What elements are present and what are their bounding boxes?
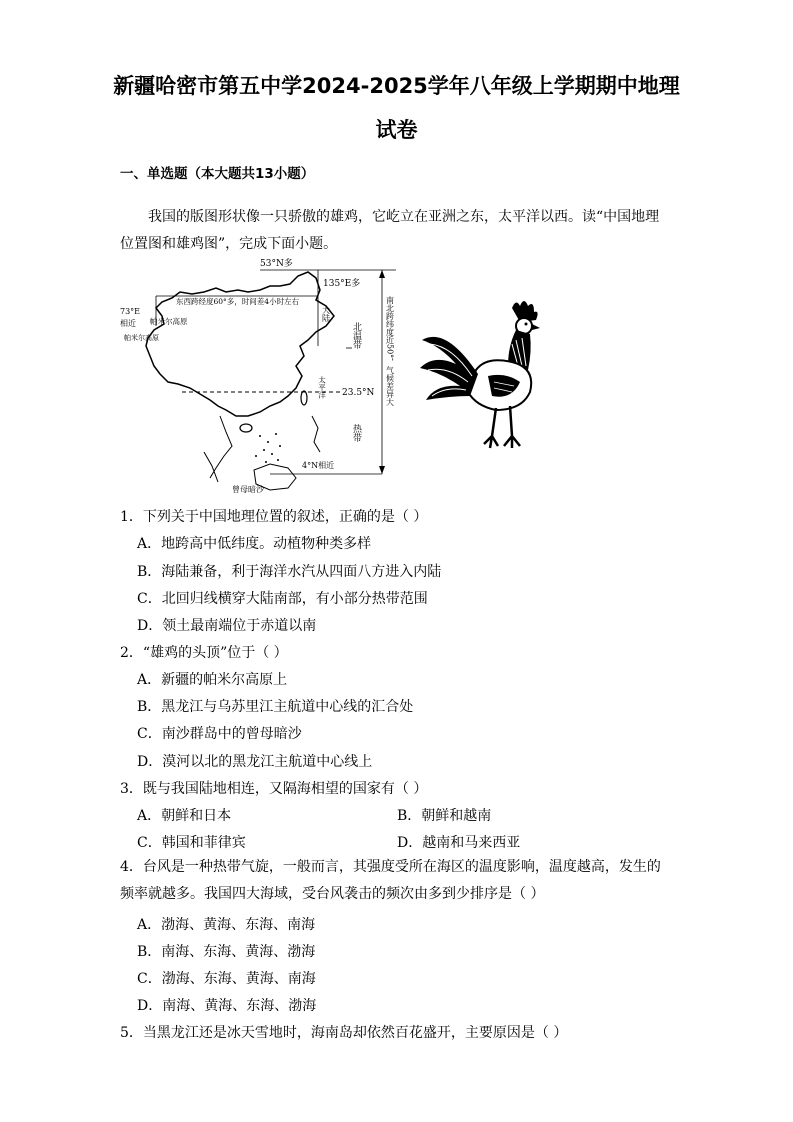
map-label-zone-tropic: 热带 xyxy=(351,424,361,442)
china-map-svg xyxy=(120,256,680,496)
map-label-ocean: 太平洋 xyxy=(317,376,327,399)
svg-text:帕米尔高原: 帕米尔高原 xyxy=(124,334,159,342)
section-heading: 一、单选题（本大题共13小题） xyxy=(120,166,315,182)
map-label-lat-north: 53°N多 xyxy=(260,259,293,269)
question-1-option-d: D．领土最南端位于赤道以南 xyxy=(137,618,317,634)
china-location-figure xyxy=(120,256,680,496)
question-4-option-b: B．南海、东海、黄海、渤海 xyxy=(137,944,316,960)
hainan-island xyxy=(240,424,252,432)
map-label-continent: 大陆 xyxy=(321,306,331,322)
malay-coast xyxy=(204,452,218,482)
map-label-lon-east: 135°E多 xyxy=(323,279,361,289)
question-1-option-a: A．地跨高中低纬度。动植物种类多样 xyxy=(137,536,372,552)
china-outline xyxy=(146,272,334,416)
page-title-line2: 试卷 xyxy=(375,118,418,142)
intro-paragraph: 我国的版图形状像一只骄傲的雄鸡，它屹立在亚洲之东，太平洋以西。读“中国地理位置图和雄鸡图”，完成下面小题。 xyxy=(120,209,660,252)
question-2-option-a: A．新疆的帕米尔高原上 xyxy=(137,672,288,688)
question-4-stem: 4．台风是一种热带气旋，一般而言，其强度受所在海区的温度影响，温度越高，发生的频率就越多。我国四大海域，受台风袭击的频次由多到少排序是（ ） xyxy=(120,859,661,902)
taiwan-island xyxy=(301,391,307,405)
question-2-stem: 2．“雄鸡的头顶”位于（ ） xyxy=(120,645,288,661)
map-label-tropic: 23.5°N xyxy=(342,388,375,398)
question-3-option-c: C．韩国和菲律宾 xyxy=(137,835,246,851)
question-4-option-d: D．南海、黄海、东海、渤海 xyxy=(137,998,317,1014)
question-2-option-c: C．南沙群岛中的曾母暗沙 xyxy=(137,726,302,742)
question-3-option-d: D．越南和马来西亚 xyxy=(397,835,521,851)
svg-text:73°E: 73°E xyxy=(120,307,141,316)
map-label-zone-north: 北温带 xyxy=(351,322,361,349)
question-1-option-c: C．北回归线横穿大陆南部，有小部分热带范围 xyxy=(137,591,428,607)
svg-text:相近: 相近 xyxy=(120,319,136,328)
question-2-option-b: B．黑龙江与乌苏里江主航道中心线的汇合处 xyxy=(137,699,414,715)
map-label-span-note: 南北跨纬度近50°，气候差异大 xyxy=(385,296,395,407)
question-2-option-d: D．漠河以北的黑龙江主航道中心线上 xyxy=(137,754,373,770)
question-1-stem: 1．下列关于中国地理位置的叙述，正确的是（ ） xyxy=(120,509,428,525)
question-5-stem: 5．当黑龙江还是冰天雪地时，海南岛却依然百花盛开，主要原因是（ ） xyxy=(120,1025,568,1041)
map-label-lat-south: 4°N相近 xyxy=(302,461,335,470)
map-label-zengmu: 曾母暗沙 xyxy=(232,485,264,494)
question-4-option-c: C．渤海、东海、黄海、南海 xyxy=(137,971,316,987)
page-title: 新疆哈密市第五中学2024-2025学年八年级上学期期中地理 xyxy=(113,74,680,98)
question-1-option-b: B．海陆兼备，利于海洋水汽从四面八方进入内陆 xyxy=(137,564,442,580)
map-label-pamir: 帕米尔高原 xyxy=(150,317,188,326)
question-3-option-a: A．朝鲜和日本 xyxy=(137,808,232,824)
map-label-time-note: 东西跨经度60°多，时间差4小时左右 xyxy=(176,297,300,306)
question-3-option-b: B．朝鲜和越南 xyxy=(397,808,492,824)
rooster-illustration xyxy=(416,296,550,456)
question-4-option-a: A．渤海、黄海、东海、南海 xyxy=(137,917,316,933)
south-sea-islands xyxy=(255,433,281,463)
philippines-coast xyxy=(312,416,320,452)
question-3-stem: 3．既与我国陆地相连，又隔海相望的国家有（ ） xyxy=(120,781,428,797)
